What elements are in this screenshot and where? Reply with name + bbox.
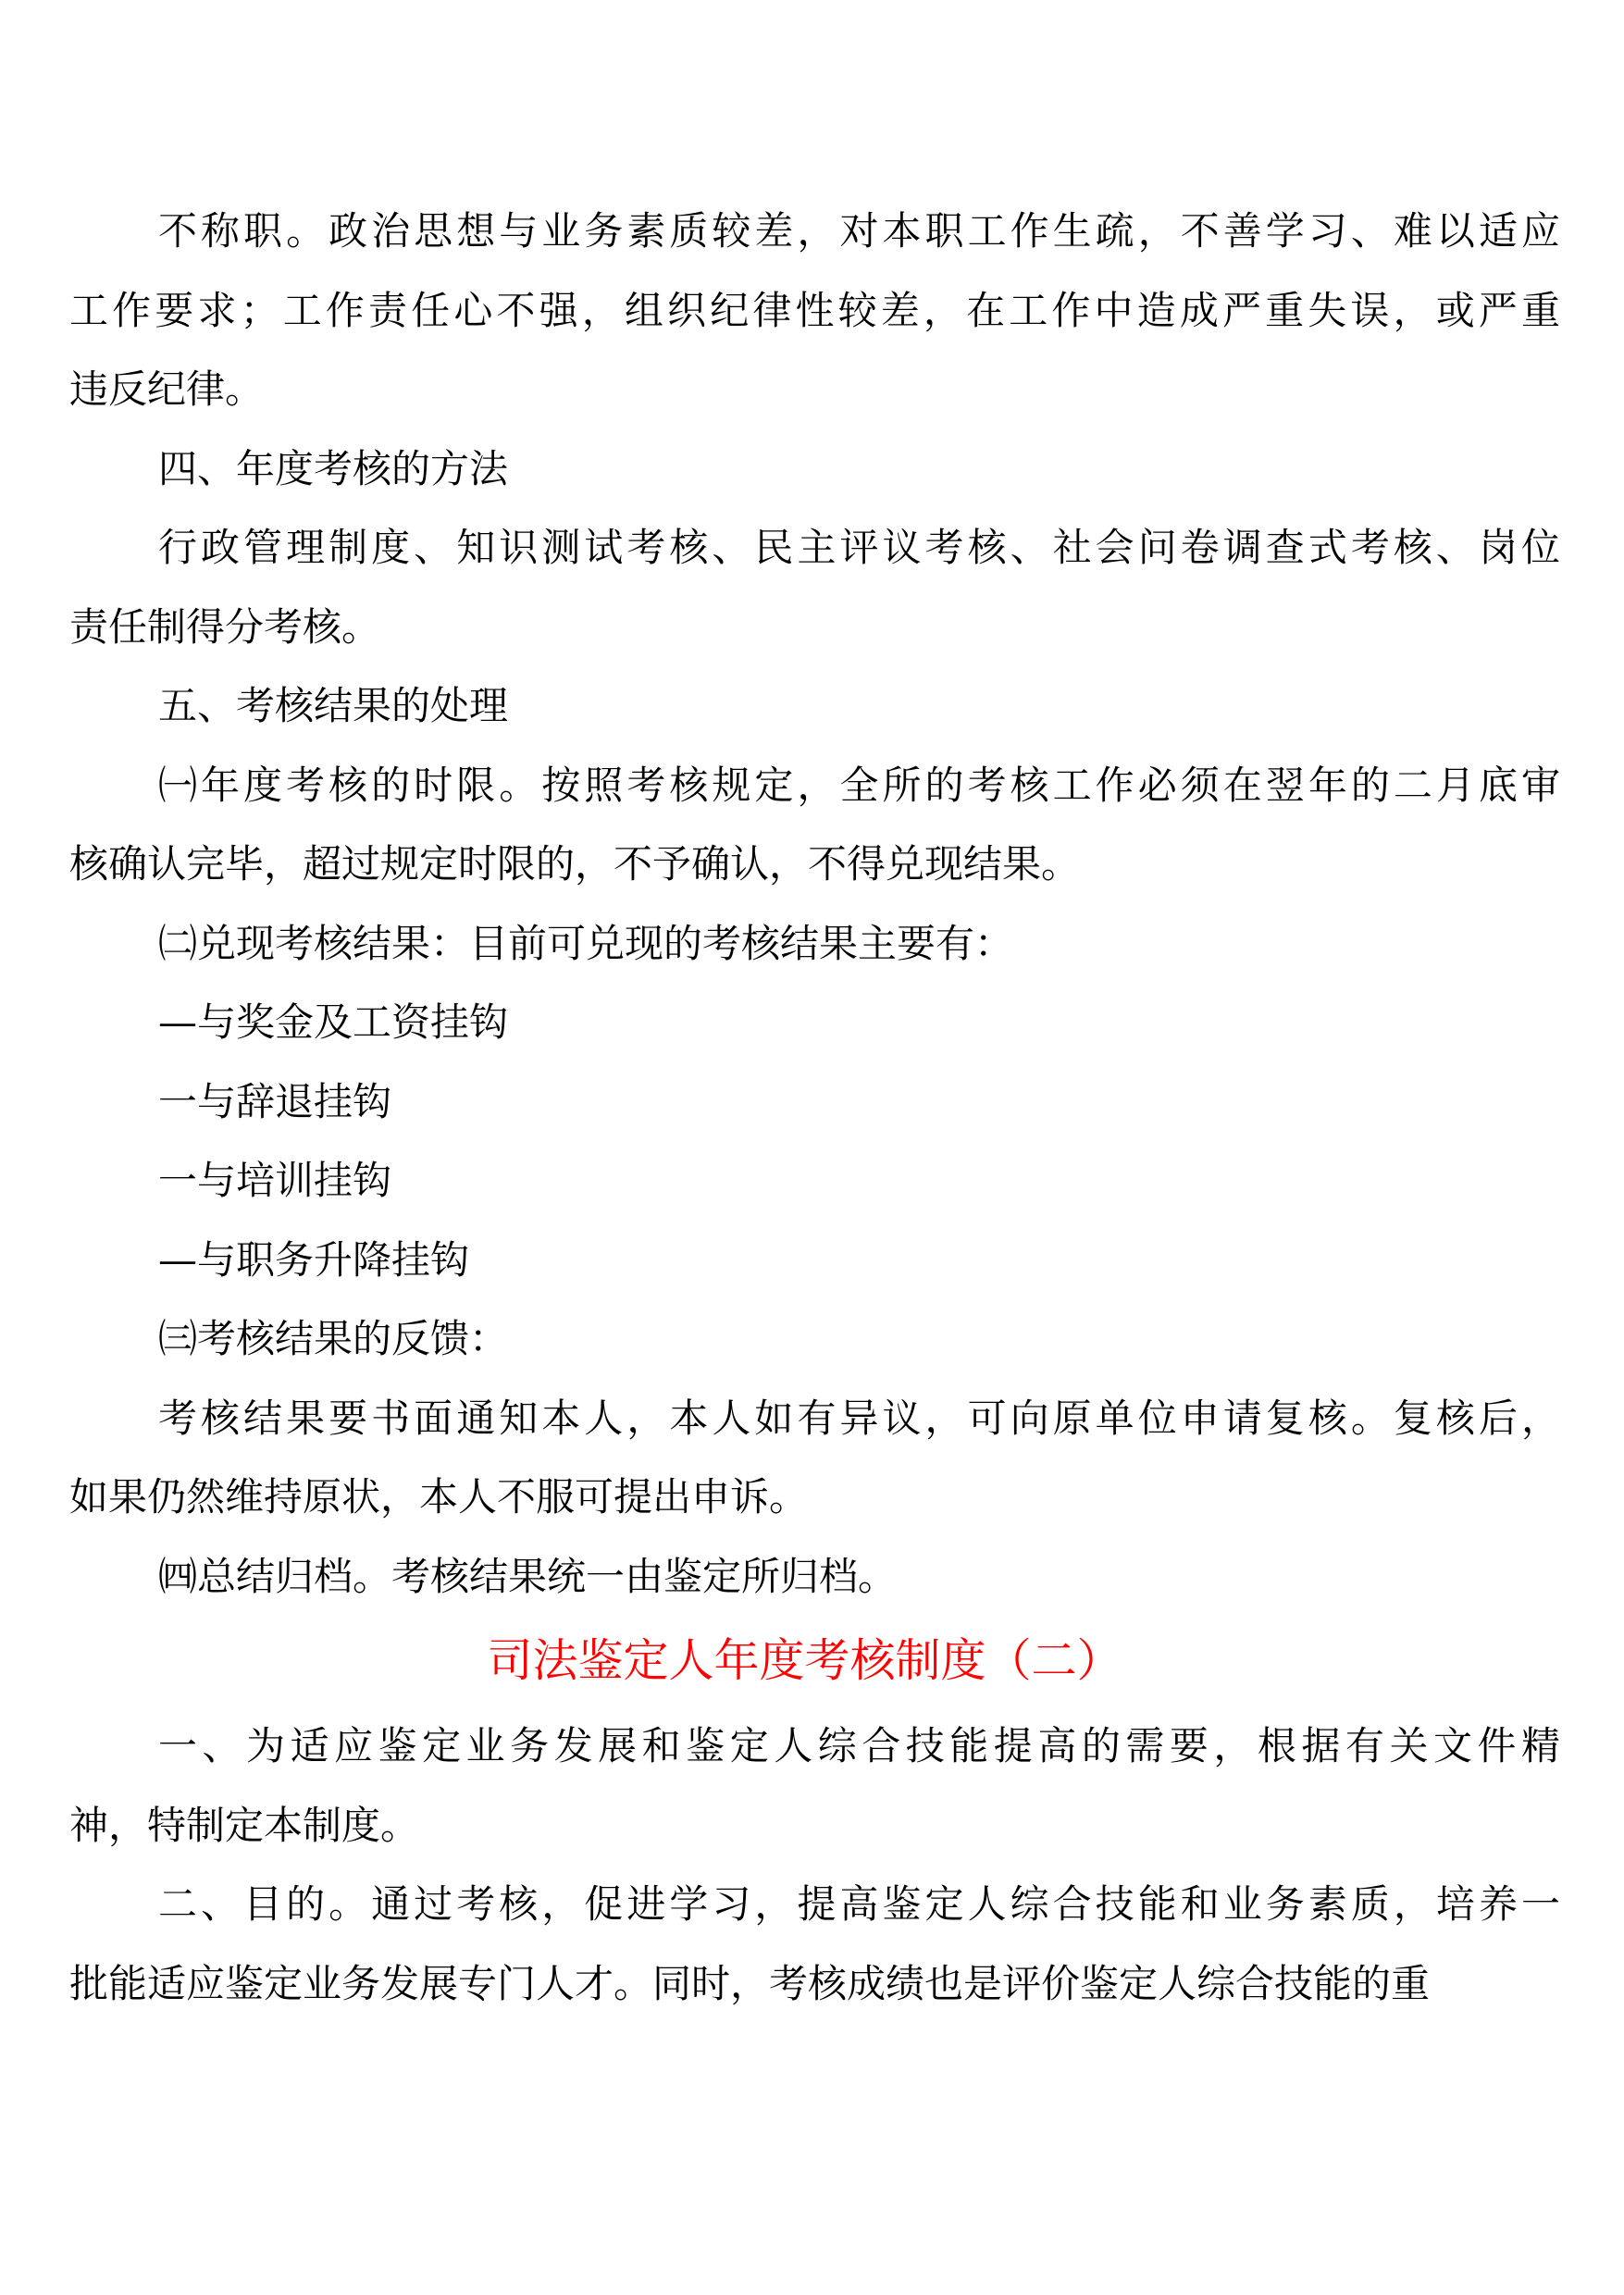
paragraph — [69, 1706, 1560, 1865]
paragraph — [69, 1537, 1560, 1617]
text-line: 考核结果要书面通知本人，本人如有异议，可向原单位申请复核。复核后， — [158, 1395, 1560, 1441]
paragraph — [69, 746, 1560, 904]
list-item — [69, 983, 1560, 1062]
text-line: ㈣总结归档。考核结果统一由鉴定所归档。 — [158, 1553, 898, 1599]
text-line: 责任制得分考核。 — [69, 603, 381, 650]
text-line: ㈠年度考核的时限。按照考核规定，全所的考核工作必须在翌年的二月底审 — [158, 762, 1560, 808]
text-line: ㈢考核结果的反馈： — [158, 1316, 509, 1361]
text-line: 批能适应鉴定业务发展专门人才。同时，考核成绩也是评价鉴定人综合技能的重 — [69, 1960, 1431, 2006]
text-line: 如果仍然维持原状，本人不服可提出申诉。 — [69, 1474, 809, 1520]
paragraph — [69, 192, 1560, 429]
document-body — [69, 192, 1560, 2023]
paragraph — [69, 1379, 1560, 1537]
paragraph — [69, 1299, 1560, 1379]
text-line: 一与辞退挂钩 — [158, 1078, 392, 1124]
paragraph — [69, 1865, 1560, 2023]
text-line: 行政管理制度、知识测试考核、民主评议考核、社会问卷调查式考核、岗位 — [158, 525, 1560, 570]
text-line: 核确认完毕，超过规定时限的，不予确认，不得兑现结果。 — [69, 841, 1081, 887]
text-line: ㈡兑现考核结果：目前可兑现的考核结果主要有： — [158, 920, 1014, 966]
text-line: 一与培训挂钩 — [158, 1158, 392, 1203]
list-item — [69, 1141, 1560, 1221]
paragraph — [69, 508, 1560, 666]
text-line: 违反纪律。 — [69, 366, 265, 412]
paragraph — [69, 904, 1560, 984]
text-line: 五、考核结果的处理 — [158, 683, 509, 728]
text-line: 一、为适应鉴定业务发展和鉴定人综合技能提高的需要，根据有关文件精 — [158, 1723, 1560, 1768]
text-line: 神，特制定本制度。 — [69, 1802, 420, 1848]
list-item — [69, 1221, 1560, 1300]
list-item — [69, 1062, 1560, 1142]
text-line: —与职务升降挂钩 — [158, 1236, 470, 1283]
text-line: 二、目的。通过考核，促进学习，提高鉴定人综合技能和业务素质，培养一 — [158, 1881, 1560, 1927]
text-line: 不称职。政治思想与业务素质较差，对本职工作生疏，不善学习、难以适应 — [158, 208, 1560, 254]
text-line: —与奖金及工资挂钩 — [158, 999, 509, 1045]
document-title: 司法鉴定人年度考核制度（二） — [487, 1634, 1122, 1687]
section-heading — [69, 666, 1560, 746]
text-line: 四、年度考核的方法 — [158, 445, 509, 491]
text-line: 工作要求；工作责任心不强，组织纪律性较差，在工作中造成严重失误，或严重 — [69, 287, 1560, 333]
section-heading — [69, 429, 1560, 509]
